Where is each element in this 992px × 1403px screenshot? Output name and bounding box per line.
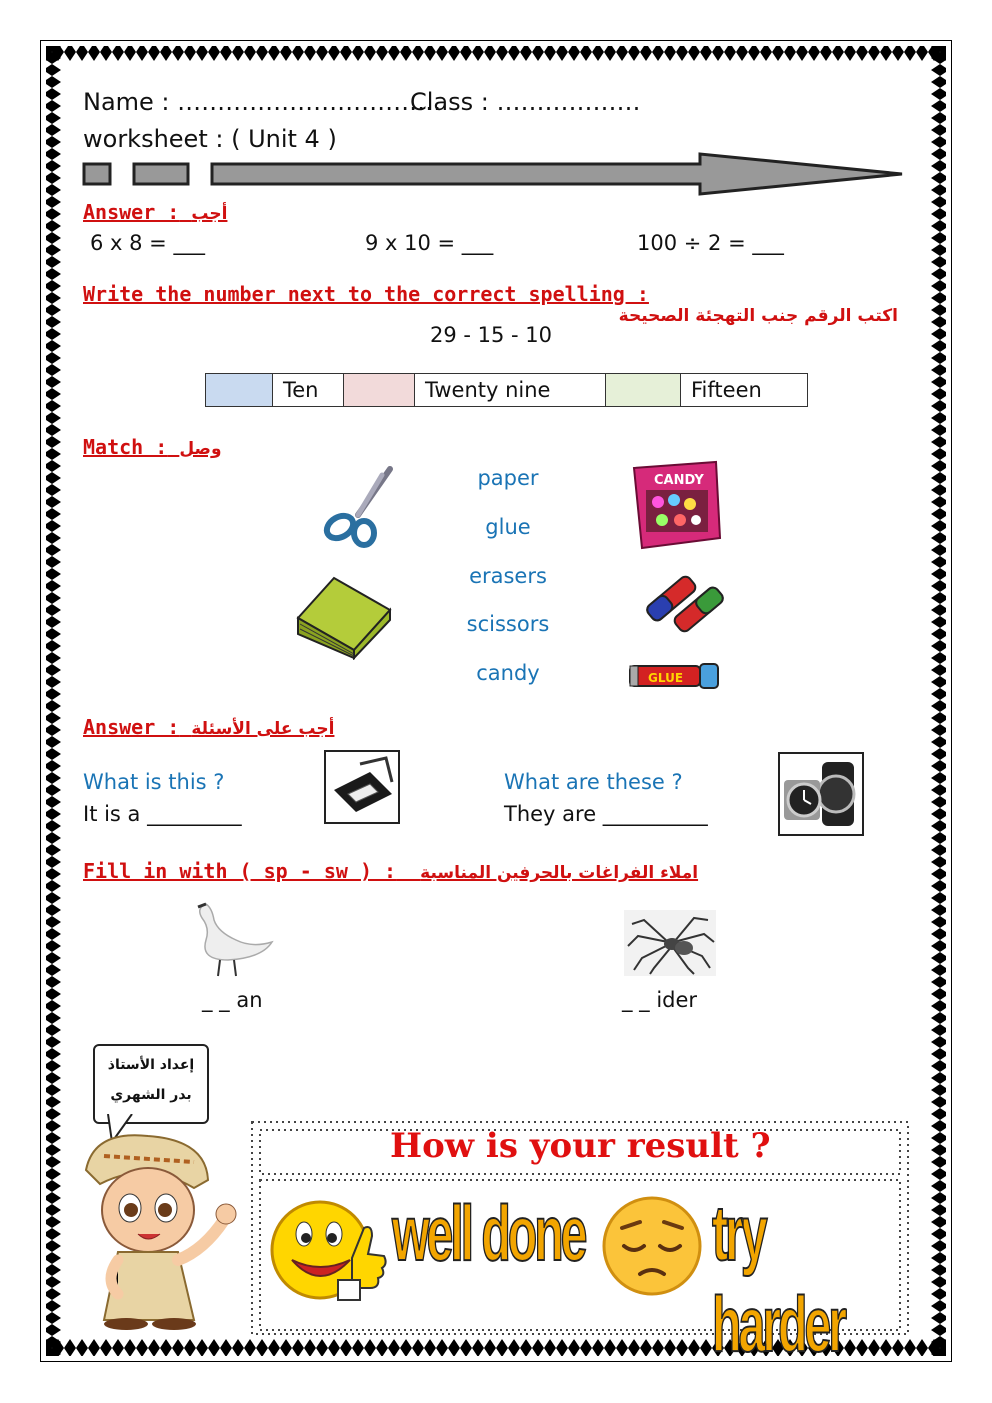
section-spelling-title: Write the number next to the correct spelling : اكتب الرقم جنب التهجئة الصحيحة — [83, 282, 898, 326]
try-harder-text: try harder — [712, 1189, 844, 1368]
math-problem-1: 6 x 8 = ___ — [90, 231, 205, 255]
spelling-table — [205, 373, 808, 407]
boy-character-image — [74, 1130, 244, 1332]
spider-image — [624, 910, 716, 976]
fill-word-spider[interactable]: _ _ ider — [622, 988, 698, 1012]
glue-stick-image — [626, 658, 722, 692]
wallet-image — [324, 750, 400, 824]
bubble-line-2: بدر الشهري — [110, 1087, 192, 1103]
answer-cell-ten[interactable] — [206, 374, 273, 407]
spelling-word-twenty-nine: Twenty nine — [415, 374, 606, 407]
answer-cell-twenty-nine[interactable] — [344, 374, 415, 407]
section-questions-title: Answer : أجب على الأسئلة — [83, 715, 335, 739]
candy-image — [628, 460, 724, 550]
spelling-word-ten: Ten — [273, 374, 344, 407]
glue-stick-label: GLUE — [648, 671, 684, 685]
happy-smiley-icon — [268, 1184, 388, 1314]
match-word-scissors: scissors — [466, 612, 550, 636]
math-problem-3: 100 ÷ 2 = ___ — [637, 231, 784, 255]
sad-face-icon — [600, 1184, 704, 1308]
name-field-label: Name : …………………………… — [83, 88, 442, 116]
fill-word-swan[interactable]: _ _ an — [202, 988, 263, 1012]
result-title: How is your result ? — [390, 1126, 771, 1166]
worksheet-title: worksheet : ( Unit 4 ) — [83, 125, 337, 153]
watches-image — [778, 752, 864, 836]
question-what-are-these: What are these ? — [504, 770, 683, 794]
header-arrow-bar — [80, 150, 910, 198]
match-word-glue: glue — [485, 515, 531, 539]
section-fill-title: Fill in with ( sp - sw ) : املاء الفراغات بالحرفين المناسبة — [83, 859, 699, 883]
math-problem-2: 9 x 10 = ___ — [365, 231, 494, 255]
well-done-text: well done — [392, 1189, 585, 1277]
spelling-numbers: 29 - 15 - 10 — [430, 323, 553, 347]
section-answer-title: Answer : أجب — [83, 200, 228, 224]
answer-it-is-a[interactable]: It is a _________ — [83, 802, 242, 826]
match-word-erasers: erasers — [469, 564, 547, 588]
scissors-image — [318, 465, 394, 549]
candy-package-label: CANDY — [654, 473, 704, 488]
class-field-label: Class : ……………… — [410, 88, 641, 116]
teacher-speech-bubble — [93, 1044, 209, 1124]
spelling-word-fifteen: Fifteen — [681, 374, 808, 407]
bubble-line-1: إعداد الأستاذ — [107, 1057, 195, 1073]
answer-they-are[interactable]: They are __________ — [504, 802, 708, 826]
erasers-image — [645, 566, 725, 642]
paper-stack-image — [294, 570, 394, 660]
match-word-candy: candy — [476, 661, 540, 685]
section-match-title: Match : وصل — [83, 435, 222, 459]
question-what-is-this: What is this ? — [83, 770, 225, 794]
answer-cell-fifteen[interactable] — [606, 374, 681, 407]
swan-image — [192, 898, 278, 978]
match-word-paper: paper — [477, 466, 539, 490]
